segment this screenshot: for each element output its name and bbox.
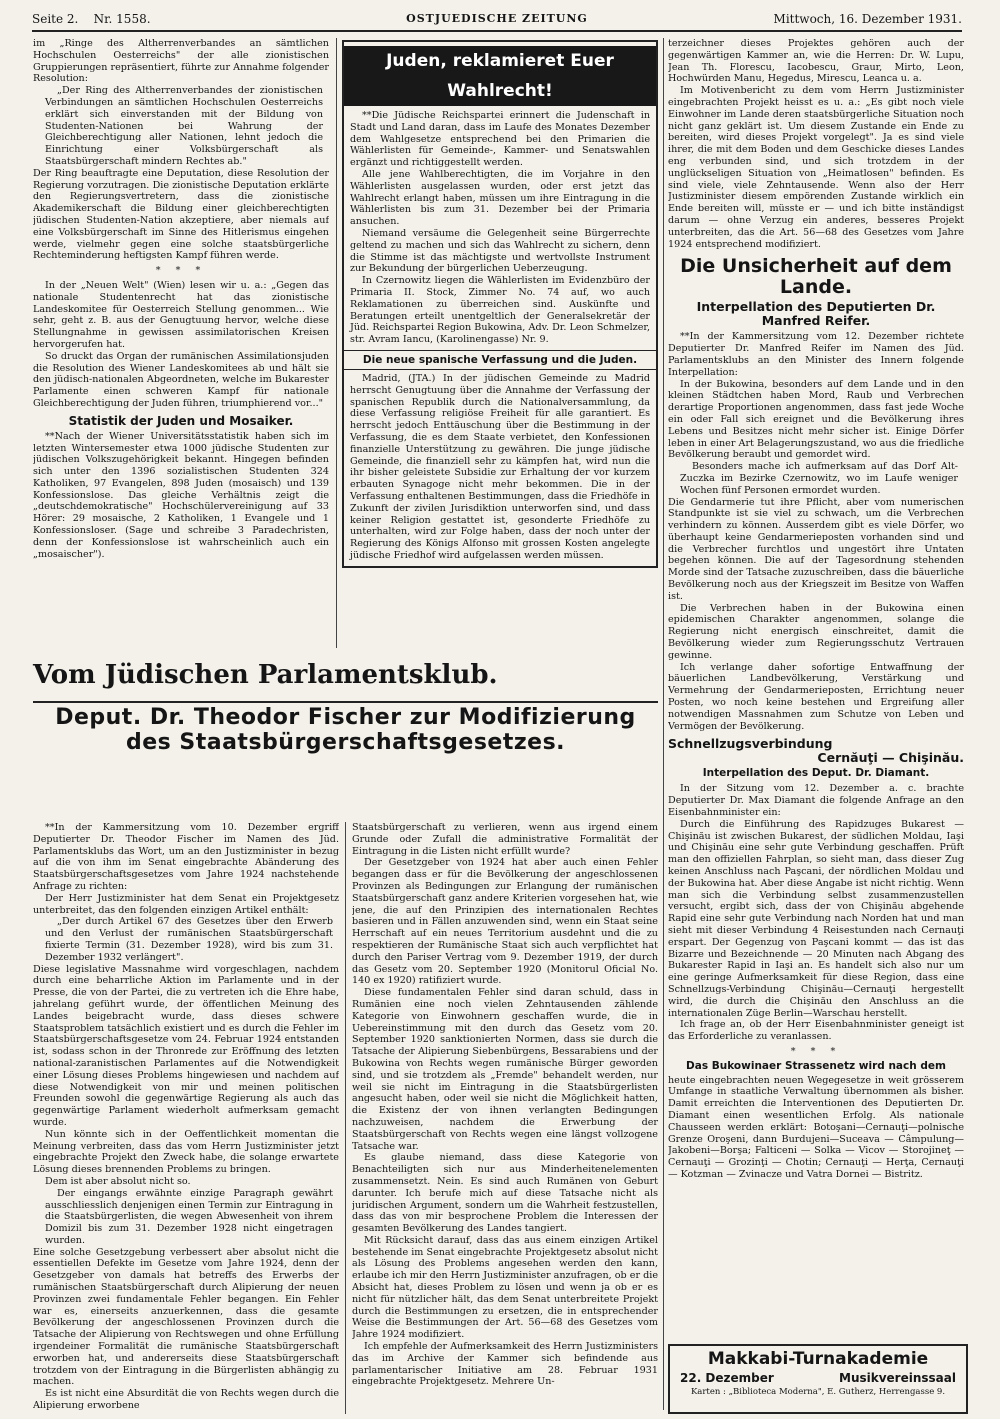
paragraph: Die Gendarmerie tut ihre Pflicht, aber vom numerischen Standpunkte ist sie viel zu schwach, um die Verbrechen verhindern zu können. Ausserdem gibt es viele Dörfer, wo überhaupt keine Gendarmerieposten vorhanden sind und die Verbrecher furchtlos und ungestört ihre Untaten begehen können. Die auf der Tagesordnung stehenden Morde sind der Tatsache zuzuschreiben, dass die bäuerliche Bevölkerung noch aus der Kriegszeit im Besitze von Waffen ist. (668, 496, 964, 602)
paragraph: Staatsbürgerschaft zu verlieren, wenn aus irgend einem Grunde oder Zufall die administrative Formalität der Eintragung in die Listen nicht erfüllt wurde? (352, 822, 658, 857)
column-2 (342, 38, 658, 648)
paragraph: Diese legislative Massnahme wird vorgeschlagen, nachdem durch eine beharrliche Aktion im Parlamente und in der Presse, die von der Partei, die zu vertreten ich die Ehre habe, jahrelang geführt wurde, der öffentlichen Meinung des Landes beigebracht wurde, dass dieses schwere Staatsproblem tatsächlich existiert und es durch die Fehler im Staatsbürgerschaftsgesetze vom 24. Februar 1924 entstanden ist, sodass schon in der Thronrede zur Eröffnung des letzten national-zaranistischen Parlamentes auf die Notwendigkeit einer Lösung dieses Problems hingewiesen und nachdem auf diese Notwendigkeit von mir und meinen politischen Freunden sowohl die gegenwärtige Regierung als auch das gegenwärtige Parlament wiederholt aufmerksam gemacht wurde. (33, 963, 339, 1128)
paragraph: Durch die Einführung des Rapidzuges Bukarest — Chişinău ist zwischen Bukarest, der südlichen Moldau, Iaşi und Chişinău eine sehr gute Verbindung geschaffen. Prüft man den offiziellen Fahrplan, so sieht man, dass dieser Zug keinen Anschluss nach Paşcani, der nördlichen Moldau und der Bukowina hat. Aber diese Angabe ist nicht richtig. Wenn man sich die Verbindung selbst zusammenzustellen versucht, ergibt sich, dass der von Chişinău abgehende Rapid eine sehr gute Verbindung nach Norden hat und man sieht mit dieser Verbindung 4 Reisestunden nach Cernauţi erspart. Der Gegenzug von Paşcani kommt — das ist das Bizarre und Bezeichnende — 20 Minuten nach Abgang des Bukarester Rapid in Iaşi an. Es handelt sich also nur um eine geringe Aufmerksamkeit für diese Region, dass eine Schnellzugs-Verbindung Chişinău—Cernauţi hergestellt wird, die durch die Chişinău den Anschluss an die internationalen Züge Berlin—Warschau herstellt. (668, 818, 964, 1019)
heading-route: Cernăuţi — Chişinău. (817, 750, 964, 766)
makkabi-date: 22. Dezember (680, 1371, 774, 1385)
paragraph: In Czernowitz liegen die Wählerlisten im Evidenzbüro der Primaria II. Stock, Zimmer No. 74 auf, wo auch Reklamationen zu überreichen sind. Auskünfte und Beratungen erteilt unentgeltlich der Generalsekretär der Jüd. Reichspartei Region Bukowina, Adv. Dr. Leon Schmelzer, str. Avram Iancu, (Karolinengasse) Nr. 9. (350, 275, 650, 346)
quote: „Der durch Artikel 67 des Gesetzes über den Erwerb und den Verlust der rumänischen Staatsbürgerschaft fixierte Termin (31. Dezember 1928), wird bis zum 31. Dezember 1932 verlängert". (45, 916, 333, 963)
heading-statistik: Statistik der Juden und Mosaiker. (68, 413, 294, 428)
paragraph: Im Motivenbericht zu dem vom Herrn Justizminister eingebrachten Projekt heisst es u. a.: „Es gibt noch viele Einwohner im Lande deren staatsbürgerliche Situation noch nicht ganz geklärt ist. Um diesem Zustande ein Ende zu bereiten, wird dieses Projekt vorgelegt". Ja es sind viele ihrer, die mit dem Boden und dem Geschicke dieses Landes eng verbunden sind, und sich trotzdem in der unglückseligen Situation von „Heimatlosen" befinden. Es sind viele, viele Zehntausende. Wenn also der Herr Justizminister diesem empörenden Zustande wirklich ein Ende bereiten will, müsste er — und ich bitte inständigst darum — ohne Verzug ein anderes, besseres Projekt unterbreiten, das die Art. 56—68 des Gesetzes vom Jahre 1924 entsprechend modifiziert. (668, 85, 964, 250)
paragraph: im „Ringe des Altherrenverbandes an sämtlichen Hochschulen Oesterreichs" der alle zionistischen Gruppierungen repräsentiert, führte zur Annahme folgender Resolution: (33, 38, 329, 85)
wahlrecht-title: Juden, reklamieret Euer Wahlrecht! (344, 46, 656, 106)
page-number: Seite 2. (32, 12, 79, 26)
subheading-reifer: Interpellation des Deputierten Dr. Manfred Reifer. (696, 299, 936, 329)
paragraph: So druckt das Organ der rumänischen Assimilationsjuden die Resolution des Wiener Landeskomitees ab und hält sie den jüdisch-nationalen Abgeordneten, welche im Bukarester Parlamente einen schweren Kampf für nationale Gleichberechtigung der Juden führen, triumphierend vor..." (33, 350, 329, 409)
paragraph: Ich verlange daher sofortige Entwaffnung der bäuerlichen Landbevölkerung, Verstärkung und Vermehrung der Gendarmerieposten, Errichtung neuer Posten, wo noch keine bestehen und Ergreifung aller notwendigen Massnahmen zum Schutze von Leben und Vermögen der Bevölkerung. (668, 661, 964, 732)
makkabi-venue: Musikvereinssaal (839, 1371, 956, 1385)
paragraph: Dem ist aber absolut nicht so. (45, 1175, 191, 1187)
makkabi-ad (668, 1344, 968, 1414)
paragraph: Es glaube niemand, dass diese Kategorie von Benachteiligten sich nur aus Minderheitenelementen zusammensetzt. Nein. Es sind auch Rumänen von Geburt darunter. Ich berufe mich auf diese Tatsache nicht als juridischen Argument, sondern um die Wahrheit festzustellen, dass das von mir besprochene Problem die Interessen der gesamten Bevölkerung des Landes tangiert. (352, 1152, 658, 1235)
heading-schnellzug: Schnellzugsverbindung (668, 736, 833, 752)
paragraph: terzeichner dieses Projektes gehören auch der gegenwärtigen Kammer an, wie die Herren: Dr. W. Lupu, Jean Th. Florescu, Iacobescu, Graur, Mirto, Leon, Hochwürden Manu, Hegedus, Mirescu, Leanca u. a. (668, 38, 964, 85)
paragraph: Der Gesetzgeber von 1924 hat aber auch einen Fehler begangen dass er für die Bevölkerung der angeschlossenen Provinzen als Bedingungen zur Erlangung der rumänischen Staatsbürgerschaft ganz andere Kriterien vorgesehen hat, wie jene, die auf den Prinzipien des internationalen Rechtes basieren und in Fällen anzuwenden sind, wenn ein Staat seine Herrschaft auf ein neues Territorium ausdehnt und die zu respektieren der Rumänische Staat sich auch verpflichtet hat durch den Pariser Vertrag vom 9. Dezember 1919, der durch das Gesetz vom 20. September 1920 (Monitorul Oficial No. 140 ex 1920) ratifiziert wurde. (352, 857, 658, 987)
fischer-headline: Deput. Dr. Theodor Fischer zur Modifizierung des Staatsbürgerschaftsgesetzes. (55, 705, 636, 755)
column-divider (336, 38, 337, 648)
wahlrecht-box (342, 40, 658, 568)
paper-name: OSTJUEDISCHE ZEITUNG (406, 12, 588, 25)
paragraph: Ich empfehle der Aufmerksamkeit des Herrn Justizministers das im Archive der Kammer sich befindende aus parlamentarischer Initiative am 28. Februar 1931 eingebrachte Projektgesetz. Mehrere Un- (352, 1341, 658, 1388)
paragraph: Die Verbrechen haben in der Bukowina einen epidemischen Charakter angenommen, solange die Regierung nicht energisch einschreitet, damit die Bevölkerung wieder zum Regierungsschutz Vertrauen gewinne. (668, 602, 964, 661)
paragraph: heute eingebrachten neuen Wegegesetze in weit grösserem Umfange in staatliche Verwaltung übernommen als bisher. Damit erreichten die Interventionen des Deputierten Dr. Diamant einen wesentlichen Erfolg. Als nationale Chausseen werden erklärt: Botoşani—Cernauţi—polnische Grenze Oroşeni, dann Burdujeni—Suceava — Câmpulung—Jakobeni—Borşa; Falticeni — Solka — Vicov — Storojineţ — Cernauţi — Grozinţi — Chotin; Cernauţi — Herţa, Cernauţi — Kotzman — Zvinacze und Vatra Dornei — Bistritz. (668, 1074, 964, 1180)
paragraph: **In der Kammersitzung vom 10. Dezember ergriff Deputierter Dr. Theodor Fischer im Namen des Jüd. Parlamentsklubs das Wort, um an den Justizminister in bezug auf die von ihm im Senat eingebrachte Abänderung des Staatsbürgerschaftsgesetzes vom Jahre 1924 nachstehende Anfrage zu richten: (33, 822, 339, 892)
makkabi-title: Makkabi-Turnakademie (707, 1349, 929, 1369)
paragraph: Diese fundamentalen Fehler sind daran schuld, dass in Rumänien eine noch vielen Zehntausenden zählende Kategorie von Einwohnern geschaffen wurde, die in Uebereinstimmung mit den durch das Gesetz vom 20. September 1920 sanktionierten Normen, dass sie durch die Tatsache der Alipierung Siebenbürgens, Bessarabiens und der Bukowina von Rechts wegen rumänische Bürger geworden sind, und sie trotzdem als „Fremde" behandelt werden, nur weil sie nicht im Eintragung in die Staatsbürgerlisten angesucht haben, oder weil sie nicht die Möglichkeit hatten, die Existenz der von ihnen verlangten Bedingungen nachzuweisen, nachdem die Erwerbung der Staatsbürgerschaft von Rechts wegen eine längst vollzogene Tatsache war. (352, 987, 658, 1152)
paragraph: In der „Neuen Welt" (Wien) lesen wir u. a.: „Gegen das nationale Studentenrecht hat das zionistische Landeskomitee für Oesterreich Stellung genommen... Wie sehr, geht z. B. aus der Genugtuung hervor, welche diese Stellungnahme in gewissen assimilatorischen Kreisen hervorgerufen hat. (33, 279, 329, 350)
paragraph: Eine solche Gesetzgebung verbessert aber absolut nicht die essentiellen Defekte im Gesetze vom Jahre 1924, denn der Gesetzgeber von damals hat betreffs des Erwerbs der rumänischen Staatsbürgerschaft durch Alipierung der neuen Provinzen zwei fundamentale Fehler begangen. Ein Fehler war es, einerseits anzuerkennen, dass die gesamte Bevölkerung der angeschlossenen Provinzen durch die Tatsache der Alipierung von Rechtswegen und ohne Erfüllung irgendeiner Formalität die rumänische Staatsbürgerschaft erworben hat, und andererseits diese Staatsbürgerschaft trotzdem von der Eintragung in die Bürgerlisten abhängig zu machen. (33, 1246, 339, 1388)
paragraph: Nun könnte sich in der Oeffentlichkeit momentan die Meinung verbreiten, dass das vom Herrn Justizminister jetzt eingebrachte Projekt den Zweck habe, die solange erwartete Lösung dieses brennenden Problems zu bringen. (33, 1128, 339, 1176)
quote: Besonders mache ich aufmerksam auf das Dorf Alt-Zuczka im Bezirke Czernowitz, wo im Laufe weniger Wochen fünf Personen ermordet wurden. (680, 461, 958, 496)
header-rule (32, 30, 962, 32)
makkabi-tickets: Karten : „Biblioteca Moderna", E. Gutherz, Herrengasse 9. (690, 1387, 946, 1397)
quote: „Der Ring des Altherrenverbandes der zionistischen Verbindungen an sämtlichen Hochschulen Oesterreichs erklärt sich einverstanden mit der Bildung von Studenten-Nationen bei Wahrung der Gleichberechtigung aller Nationen, lehnt jedoch die Einrichtung einer Volksbürgerschaft als Staatsbürgerschaft mindern Rechtes ab." (45, 85, 323, 167)
column-3 (668, 38, 964, 1410)
subheading-diamant: Interpellation des Deput. Dr. Diamant. (702, 767, 930, 780)
paragraph: Der Ring beauftragte eine Deputation, diese Resolution der Regierung vorzutragen. Die zionistische Deputation erklärte den Regierungsvertretern, dass die zionistische Akademikerschaft die Bildung einer gleichberechtigten jüdischen Studenten-Nation akzeptiere, aber niemals auf eine Volksbürgerschaft im Sinne des Hitlerismus eingehen werde, vielmehr gegen eine solche staatsbürgerliche Rechteminderung heftigsten Kampf führen werde. (33, 167, 329, 262)
parlamentsklub-title: Vom Jüdischen Parlamentsklub. (33, 655, 658, 703)
paragraph: Niemand versäume die Gelegenheit seine Bürgerrechte geltend zu machen und sich das Wahlrecht zu sichern, denn die Stimme ist das mächtigste und wertvollste Instrument zur Bekundung der bürgerlichen Ueberzeugung. (350, 227, 650, 275)
fischer-headline-block (33, 705, 658, 815)
heading-strassenetz: Das Bukowinaer Strassenetz wird nach dem (686, 1059, 946, 1072)
paragraph: Ich frage an, ob der Herr Eisenbahnminister geneigt ist das Erforderliche zu veranlassen. (668, 1019, 964, 1043)
heading-spain: Die neue spanische Verfassung und die Juden. (344, 350, 656, 370)
column-1 (33, 38, 329, 636)
issue-number: Nr. 1558. (93, 12, 151, 26)
heading-unsicherheit: Die Unsicherheit auf dem Lande. (680, 255, 952, 299)
paragraph: Es ist nicht eine Absurdität die von Rechts wegen durch die Alipierung erworbene (33, 1388, 339, 1412)
makkabi-details (670, 1370, 966, 1386)
paragraph: Alle jene Wahlberechtigten, die im Vorjahre in den Wählerlisten ausgelassen wurden, oder erst jetzt das Wahlrecht erlangt haben, müssen um ihre Eintragung in die Wählerlisten bis zum 31. Dezember bei der Primaria ansuchen. (350, 168, 650, 228)
paragraph: Madrid, (JTA.) In der jüdischen Gemeinde zu Madrid herrscht Genugtuung über die Annahme der Verfassung der spanischen Republik durch die Nationalversammlung, da diese Verfassung religiöse Freiheit für alle garantiert. Es herrscht jedoch Enttäuschung über die Bestimmung in der Verfassung, die es dem Staate verbietet, den Konfessionen finanzielle Unterstützung zu gewähren. Die junge jüdische Gemeinde, die finanziell sehr zu kämpfen hat, wird nun die ihr bisher geleistete Subsidie zur Erhaltung der vor kurzem erbauten Synagoge nicht mehr bekommen. Die in der Verfassung enthaltenen Bestimmungen, dass die Friedhöfe in Zukunft der zivilen Jurisdiktion unterworfen sind, und dass keiner Religion gestattet ist, gesonderte Friedhöfe zu unterhalten, wird zur Folge haben, dass der noch unter der Regierung des Königs Alfonso mit grossen Kosten angelegte jüdische Friedhof wird aufgelassen werden müssen. (350, 372, 650, 561)
issue-date: Mittwoch, 16. Dezember 1931. (773, 12, 962, 26)
quote: Der eingangs erwähnte einzige Paragraph gewährt ausschliesslich denjenigen einen Termin zur Eintragung in die Staatsbürgerlisten, die wegen Abwesenheit von ihrem Domizil bis zum 31. Dezember 1928 nicht eingetragen wurden. (45, 1187, 333, 1246)
paragraph: In der Bukowina, besonders auf dem Lande und in den kleinen Städtchen haben Mord, Raub und Verbrechen derartige Proportionen angenommen, dass fast jede Woche ein oder Fall sich ereignet und die Bevölkerung ihres Lebens und Besitzes nicht mehr sicher ist. Einige Dörfer leben in einer Art Belagerungszustand, wo aus die friedliche Bevölkerung beraubt und gemordet wird. (668, 378, 964, 461)
paragraph: **In der Kammersitzung vom 12. Dezember richtete Deputierter Dr. Manfred Reifer im Namen des Jüd. Parlamentsklubs an den Minister des Innern folgende Interpellation: (668, 331, 964, 378)
paragraph: **Die Jüdische Reichspartei erinnert die Judenschaft in Stadt und Land daran, dass im Laufe des Monates Dezember dem Wahlgesetze entsprechend bei den Primarien die Wählerlisten für Gemeinde-, Kammer- und Senatswahlen ergänzt und richtiggestellt werden. (350, 110, 650, 169)
column-4 (33, 822, 339, 1414)
column-5 (352, 822, 658, 1414)
paragraph: Mit Rücksicht darauf, dass das aus einem einzigen Artikel bestehende im Senat eingebrachte Projektgesetz absolut nicht als Lösung des Problems angesehen werden den kann, erlaube ich mir den Herrn Justizminister anzufragen, ob er die Absicht hat, dieses Problem zu lösen und wenn ja ob er es nicht für nützlicher hält, das dem Senat unterbreitete Projekt durch die Bestimmungen zu ersetzen, die in entsprechender Weise die Bestimmungen der Art. 56—68 des Gesetzes vom Jahre 1924 modifiziert. (352, 1234, 658, 1341)
separator-stars: * * * (790, 1045, 842, 1057)
paragraph: Der Herr Justizminister hat dem Senat ein Projektgesetz unterbreitet, das den folgenden einzigen Artikel enthält: (33, 892, 339, 916)
paragraph: In der Sitzung vom 12. Dezember a. c. brachte Deputierter Dr. Max Diamant die folgende Anfrage an den Eisenbahnminister ein: (668, 783, 964, 819)
page-header (32, 10, 962, 30)
paragraph: **Nach der Wiener Universitätsstatistik haben sich im letzten Wintersemester etwa 1000 jüdische Studenten zur jüdischen Volkszugehörigkeit bekannt. Hingegen befinden sich unter den 1396 sozialistischen Studenten 324 Katholiken, 97 Evangelen, 898 Juden (mosaisch) und 139 Konfessionslose. Das gleiche Verhältnis zeigt die „deutschdemokratische" Hochschülervereinigung auf 33 Hörer: 29 mosaische, 2 Katholiken, 1 Evangele und 1 Konfessionsloser. (Sage und schreibe 3 Paradechristen, denn der Konfessionslose ist wahrscheinlich auch ein „mosaischer"). (33, 430, 329, 560)
column-divider (345, 822, 346, 1414)
column-divider (663, 38, 664, 1410)
separator-stars: * * * (155, 265, 207, 277)
